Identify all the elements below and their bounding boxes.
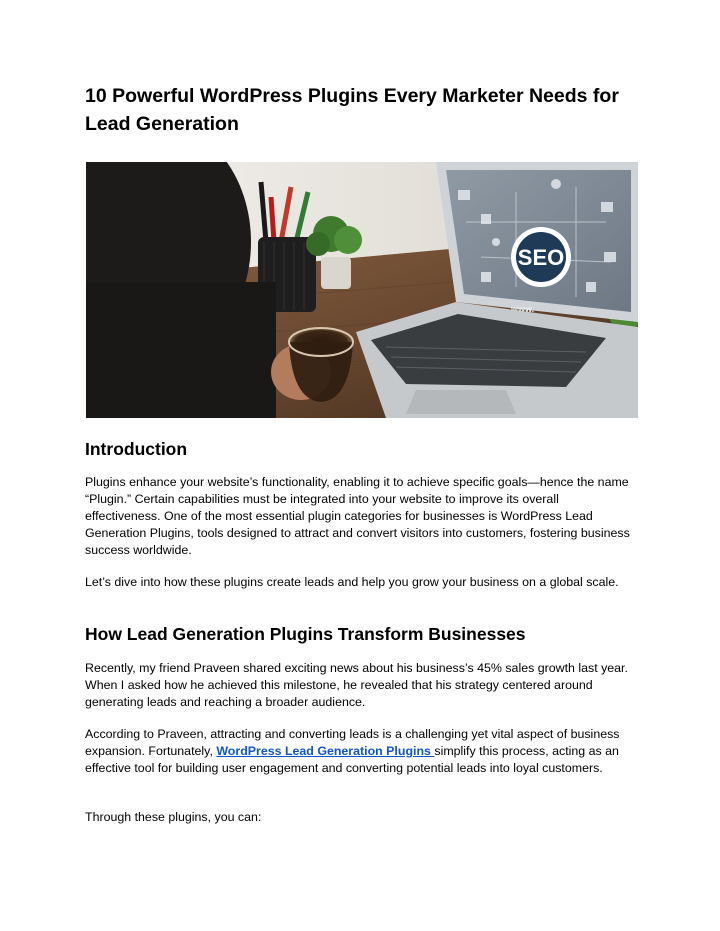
hero-illustration <box>86 162 638 418</box>
wordpress-lead-generation-plugins-link[interactable]: WordPress Lead Generation Plugins <box>216 744 435 758</box>
paragraph-text-after-link: simplify this process, acting as an effective tool for building user engagement and converting potential leads into loyal customers. <box>85 744 619 775</box>
transform-paragraph-3: Through these plugins, you can: <box>85 810 262 824</box>
intro-paragraph-1: Plugins enhance your website’s functionality, enabling it to achieve specific goals—hence the name “Plugin.” Certain capabilities must be integrated into your website to improve its overall effectiveness. One of the most essential plugin categories for businesses is WordPress Lead Generation Plugins, tools designed to attract and convert visitors into customers, fostering business success worldwide. <box>85 475 630 557</box>
transform-paragraph-2 <box>85 726 637 777</box>
laptop-screen-icon <box>436 162 638 322</box>
seo-badge-text: SEO <box>517 245 565 270</box>
title-line-2: Lead Generation <box>85 113 239 135</box>
intro-paragraph-2: Let’s dive into how these plugins create leads and help you grow your business on a global scale. <box>85 575 619 589</box>
paragraph-text-before-link: According to Praveen, attracting and converting leads is a challenging yet vital aspect of business expansion. Fortunately, <box>85 727 620 758</box>
title-line-1: 10 Powerful WordPress Plugins Every Marketer Needs for <box>85 85 619 107</box>
transform-heading: How Lead Generation Plugins Transform Businesses <box>85 624 526 644</box>
intro-heading: Introduction <box>85 439 188 459</box>
hero-image <box>86 162 638 418</box>
screen-url-text: www. <box>511 304 535 314</box>
transform-paragraph-1: Recently, my friend Praveen shared exciting news about his business’s 45% sales growth last year. When I asked how he achieved this milestone, he revealed that his strategy centered around generating leads and reaching a broader audience. <box>85 661 628 709</box>
article-title <box>85 82 645 138</box>
